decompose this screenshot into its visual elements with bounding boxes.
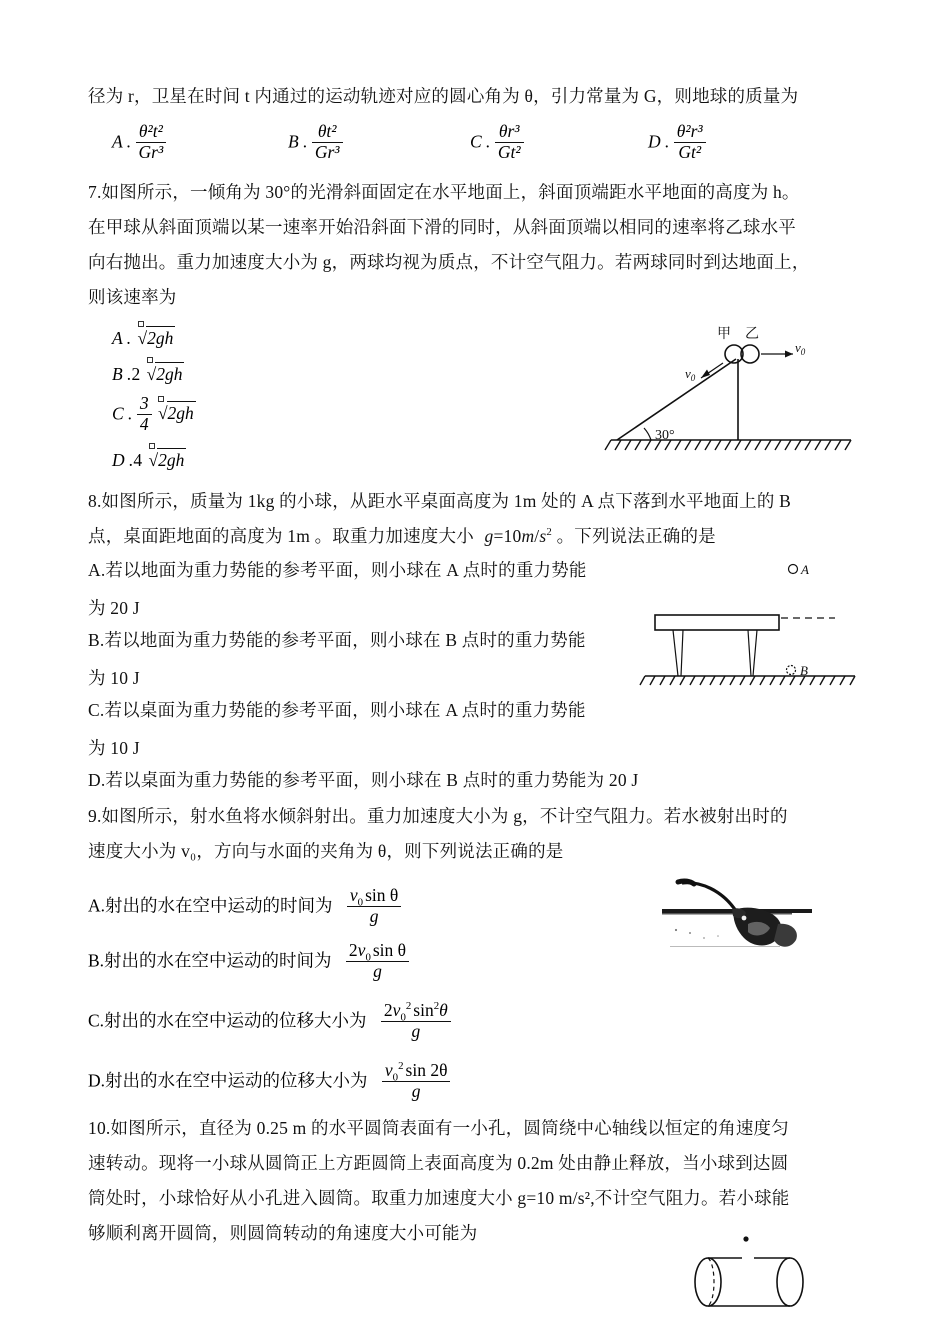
q9-option-b-fraction	[346, 942, 409, 981]
q7-angle-label: 30°	[655, 428, 675, 443]
q6-option-a-label: A .	[112, 131, 132, 152]
question-6-stem: 径为 r，卫星在时间 t 内通过的运动轨迹对应的圆心角为 θ，引力常量为 G，则地球的质量为	[88, 86, 799, 106]
q7-option-b-label: B .	[112, 364, 132, 384]
q6-option-c-label: C .	[470, 131, 491, 152]
q8-point-b-label: B	[800, 663, 808, 678]
q7-option-c-coef-num: 3	[137, 395, 152, 415]
q7-option-b[interactable]	[112, 362, 184, 385]
q7-option-a-radicand: 2gh	[147, 328, 174, 348]
question-7-line-4: 则该速率为	[88, 287, 177, 307]
q8-option-a-line1[interactable]: A.若以地面为重力势能的参考平面，则小球在 A 点时的重力势能	[88, 560, 587, 580]
q8-g-number: 10	[503, 526, 522, 546]
question-10-line-3: 筒处时，小球恰好从小孔进入圆筒。取重力加速度大小 g=10 m/s²,不计空气阻力。若小球能	[88, 1188, 790, 1208]
q6-option-b[interactable]	[288, 121, 343, 163]
question-8-line-1: 8.如图所示，质量为 1kg 的小球，从距水平桌面高度为 1m 处的 A 点下落到水平地面上的 B	[88, 491, 792, 511]
q7-option-c[interactable]	[112, 393, 196, 435]
question-10-line-2: 速转动。现将一小球从圆筒正上方距圆筒上表面高度为 0.2m 处由静止释放，当小球到达圆	[88, 1153, 789, 1173]
q9-option-c[interactable]	[88, 1000, 451, 1042]
q8-option-b-line2: 为 10 J	[88, 668, 140, 688]
q9-option-d[interactable]	[88, 1060, 450, 1102]
q9-option-d-label: D.射出的水在空中运动的位移大小为	[88, 1070, 368, 1091]
q7-option-b-radical: √2gh	[145, 362, 185, 385]
q9-option-a-numerator: $v_0$ sin θ	[347, 887, 401, 907]
q10-ball-dot	[743, 1236, 748, 1241]
q6-option-d-label: D .	[648, 131, 670, 152]
missing-glyph-box-icon	[149, 443, 155, 449]
q8-g-symbol: g	[484, 526, 494, 546]
q7-option-b-coefficient: 2	[131, 364, 141, 384]
question-9-line-1: 9.如图所示，射水鱼将水倾斜射出。重力加速度大小为 g，不计空气阻力。若水被射出时的	[88, 806, 788, 826]
question-7-line-2: 在甲球从斜面顶端以某一速率开始沿斜面下滑的同时，从斜面顶端以相同的速率将乙球水平	[88, 217, 796, 237]
q7-option-c-coef-den: 4	[139, 413, 149, 434]
q6-option-b-numerator: θt²	[312, 123, 343, 143]
q9-option-b-label: B.射出的水在空中运动的时间为	[88, 950, 332, 971]
q6-option-a-numerator: θ²t²	[136, 123, 167, 143]
q8-g-unit-exponent: 2	[546, 526, 552, 539]
q8-table-figure	[645, 552, 885, 690]
q9-option-c-numerator: $2v_0^2$ $\sin^2\theta$	[381, 1002, 451, 1022]
q7-option-d-label: D .	[112, 450, 134, 470]
q9-option-a[interactable]	[88, 885, 401, 927]
q9-option-d-numerator: $v_0^2$ sin 2θ	[382, 1062, 451, 1082]
q8-point-a-label: A	[801, 562, 809, 577]
q8-option-d[interactable]: D.若以桌面为重力势能的参考平面，则小球在 B 点时的重力势能为 20 J	[88, 770, 639, 790]
q7-option-c-radical: √2gh	[156, 401, 196, 424]
q8-gravity-value: $g=10m/s^2$	[484, 526, 552, 546]
q8-g-unit-den: s	[539, 526, 547, 546]
q7-option-d-coefficient: 4	[133, 450, 143, 470]
q9-archerfish-photo	[660, 878, 870, 968]
q7-option-d-radicand: 2gh	[158, 450, 185, 470]
q7-option-c-label: C .	[112, 403, 133, 424]
q9-option-a-fraction	[347, 887, 401, 926]
q7-option-d[interactable]	[112, 448, 186, 471]
q9-option-c-denominator: g	[411, 1020, 421, 1041]
q6-option-a-fraction	[136, 123, 167, 162]
missing-glyph-box-icon	[147, 357, 153, 363]
q9-option-a-label: A.射出的水在空中运动的时间为	[88, 895, 333, 916]
q6-option-d-denominator: Gt²	[678, 141, 702, 162]
q6-option-b-denominator: Gr³	[314, 141, 340, 162]
q6-option-c-numerator: θr³	[495, 123, 524, 143]
question-9-line-2: 速度大小为 v₀，方向与水面的夹角为 θ，则下列说法正确的是	[88, 841, 564, 861]
q9-option-a-denominator: g	[369, 905, 379, 926]
q9-option-d-denominator: g	[411, 1080, 421, 1101]
q9-option-b-numerator: $2v_0$ sin θ	[346, 942, 409, 962]
q9-option-b[interactable]	[88, 940, 409, 982]
q6-option-b-fraction	[312, 123, 343, 162]
q7-option-c-coefficient-fraction	[137, 395, 152, 434]
q10-cylinder-figure	[680, 1232, 880, 1342]
q7-ball-label-yi: 乙	[745, 327, 759, 342]
question-7-line-1: 7.如图所示，一倾角为 30°的光滑斜面固定在水平地面上，斜面顶端距水平地面的高度为 h。	[88, 182, 800, 202]
q7-option-a-radical: √2gh	[136, 326, 176, 349]
question-8-line-2-tail: 。下列说法正确的是	[556, 526, 716, 546]
q6-option-b-label: B .	[288, 131, 308, 152]
q8-option-a-line2: 为 20 J	[88, 598, 140, 618]
question-8-line-2	[88, 528, 716, 546]
q7-option-d-radical: √2gh	[147, 448, 187, 471]
q7-inclined-plane-figure	[605, 322, 885, 457]
question-7-line-3: 向右抛出。重力加速度大小为 g，两球均视为质点，不计空气阻力。若两球同时到达地面上，	[88, 252, 810, 272]
q6-option-d[interactable]	[648, 121, 706, 163]
q8-option-c-line1[interactable]: C.若以桌面为重力势能的参考平面，则小球在 A 点时的重力势能	[88, 700, 586, 720]
q6-option-a-denominator: Gr³	[138, 141, 164, 162]
q7-ball-label-jia: 甲	[717, 327, 731, 342]
q7-option-c-radicand: 2gh	[167, 403, 194, 424]
q6-option-c-fraction	[495, 123, 524, 162]
q9-option-c-label: C.射出的水在空中运动的位移大小为	[88, 1010, 367, 1031]
q7-velocity-label-right: $v_0$	[795, 340, 806, 357]
q6-option-c-denominator: Gt²	[497, 141, 521, 162]
q6-option-a[interactable]	[112, 121, 166, 163]
q7-option-a-label: A .	[112, 328, 132, 348]
question-8-line-2-head: 点，桌面距地面的高度为 1m 。取重力加速度大小	[88, 526, 474, 546]
q7-velocity-label-incline: $v_0$	[685, 366, 696, 383]
q6-option-c[interactable]	[470, 121, 524, 163]
q9-option-b-denominator: g	[373, 960, 382, 981]
missing-glyph-box-icon	[158, 396, 164, 402]
q8-option-c-line2: 为 10 J	[88, 738, 140, 758]
q6-option-d-numerator: θ²r³	[674, 123, 706, 143]
q6-option-d-fraction	[674, 123, 706, 162]
q8-option-b-line1[interactable]: B.若以地面为重力势能的参考平面，则小球在 B 点时的重力势能	[88, 630, 586, 650]
q9-option-c-fraction	[381, 1002, 451, 1041]
q8-g-unit-num: m	[521, 526, 535, 546]
q7-option-a[interactable]	[112, 326, 175, 349]
q7-option-b-radicand: 2gh	[156, 364, 183, 384]
question-10-line-4: 够顺利离开圆筒，则圆筒转动的角速度大小可能为	[88, 1223, 478, 1243]
q9-option-d-fraction	[382, 1062, 451, 1101]
question-10-line-1: 10.如图所示，直径为 0.25 m 的水平圆筒表面有一小孔，圆筒绕中心轴线以恒定的角速度匀	[88, 1118, 789, 1138]
missing-glyph-box-icon	[138, 321, 144, 327]
